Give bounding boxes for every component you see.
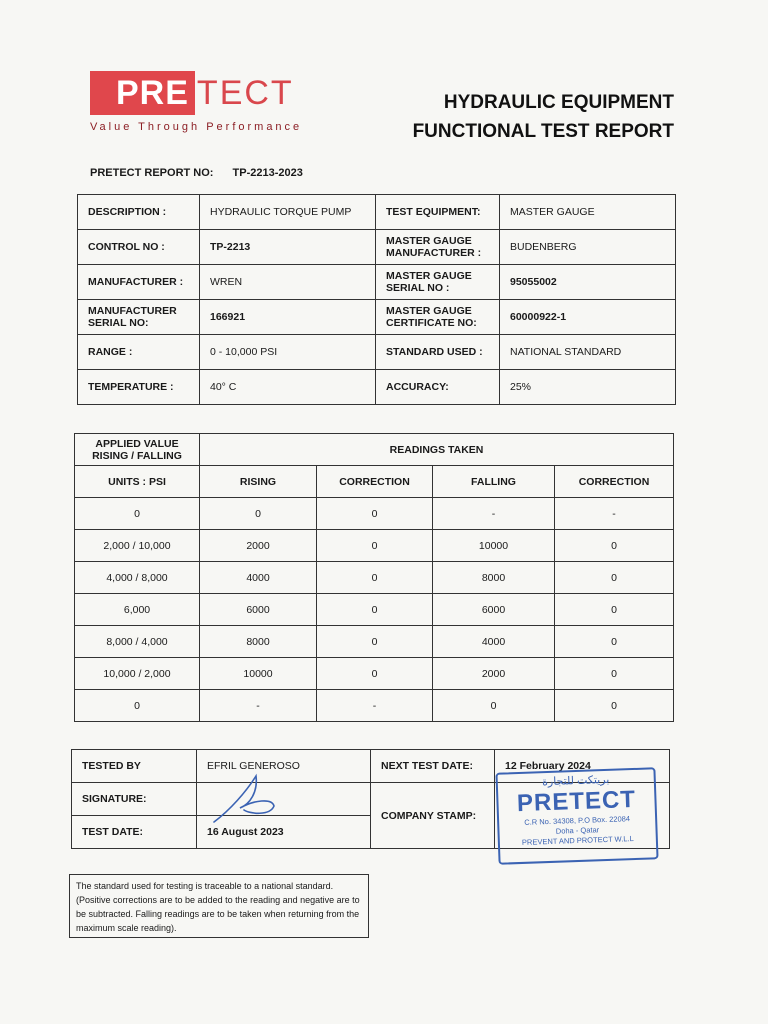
- table-cell: 0: [555, 626, 674, 658]
- control-no-value: TP-2213: [200, 230, 376, 265]
- table-cell: 4,000 / 8,000: [75, 562, 200, 594]
- report-number: [90, 167, 303, 179]
- table-cell: -: [555, 498, 674, 530]
- table-cell: 2,000 / 10,000: [75, 530, 200, 562]
- table-cell: 0: [555, 658, 674, 690]
- table-row: [75, 562, 674, 594]
- manufacturer-label: MANUFACTURER :: [78, 265, 200, 300]
- table-cell: 10,000 / 2,000: [75, 658, 200, 690]
- table-cell: 0: [555, 594, 674, 626]
- master-gauge-certificate-label: MASTER GAUGE CERTIFICATE NO:: [376, 300, 500, 335]
- falling-header: FALLING: [433, 466, 555, 498]
- accuracy-value: 25%: [500, 370, 676, 405]
- manufacturer-value: WREN: [200, 265, 376, 300]
- table-row: [78, 265, 676, 300]
- equipment-info-table: [77, 194, 676, 405]
- table-cell: -: [317, 690, 433, 722]
- manufacturer-serial-value: 166921: [200, 300, 376, 335]
- table-cell: 0: [200, 498, 317, 530]
- master-gauge-serial-label: MASTER GAUGE SERIAL NO :: [376, 265, 500, 300]
- table-cell: 6000: [200, 594, 317, 626]
- table-cell: 0: [317, 530, 433, 562]
- title-line-1: HYDRAULIC EQUIPMENT: [443, 92, 674, 113]
- stamp-motto-line: PREVENT AND PROTECT W.L.L: [521, 834, 634, 847]
- units-header: UNITS : PSI: [75, 466, 200, 498]
- stamp-company-name: PRETECT: [516, 785, 637, 818]
- standard-used-value: NATIONAL STANDARD: [500, 335, 676, 370]
- tested-by-value: EFRIL GENEROSO: [197, 750, 371, 783]
- table-cell: 0: [317, 594, 433, 626]
- table-cell: -: [433, 498, 555, 530]
- next-test-date-label: NEXT TEST DATE:: [371, 750, 495, 783]
- company-stamp: [495, 767, 658, 865]
- table-row: [78, 195, 676, 230]
- range-label: RANGE :: [78, 335, 200, 370]
- table-cell: 0: [555, 562, 674, 594]
- description-label: DESCRIPTION :: [78, 195, 200, 230]
- table-row: [75, 658, 674, 690]
- report-number-label: PRETECT REPORT NO:: [90, 167, 214, 179]
- table-row: [75, 498, 674, 530]
- table-cell: 0: [317, 562, 433, 594]
- table-cell: 8,000 / 4,000: [75, 626, 200, 658]
- signature-label: SIGNATURE:: [72, 783, 197, 816]
- table-cell: 0: [75, 690, 200, 722]
- table-row: [78, 335, 676, 370]
- standard-used-label: STANDARD USED :: [376, 335, 500, 370]
- table-cell: 8000: [433, 562, 555, 594]
- manufacturer-serial-label: MANUFACTURER SERIAL NO:: [78, 300, 200, 335]
- table-cell: 6,000: [75, 594, 200, 626]
- test-date-label: TEST DATE:: [72, 816, 197, 849]
- table-cell: -: [200, 690, 317, 722]
- correction-header: CORRECTION: [317, 466, 433, 498]
- control-no-label: CONTROL NO :: [78, 230, 200, 265]
- table-row: [75, 434, 674, 466]
- table-cell: 4000: [433, 626, 555, 658]
- master-gauge-manufacturer-value: BUDENBERG: [500, 230, 676, 265]
- traceability-note: The standard used for testing is traceable to a national standard. (Positive corrections are to be added to the reading and negative are to be subtracted. Falling readings are to be taken when returning from the maximum scale reading).: [69, 874, 369, 938]
- next-test-date-value: 12 February 2024: [495, 750, 670, 783]
- table-cell: 2000: [433, 658, 555, 690]
- table-cell: 0: [317, 658, 433, 690]
- master-gauge-certificate-value: 60000922-1: [500, 300, 676, 335]
- tested-by-label: TESTED BY: [72, 750, 197, 783]
- report-number-value: TP-2213-2023: [232, 167, 303, 179]
- table-row: [75, 594, 674, 626]
- range-value: 0 - 10,000 PSI: [200, 335, 376, 370]
- table-cell: 0: [75, 498, 200, 530]
- table-row: [75, 690, 674, 722]
- table-cell: 8000: [200, 626, 317, 658]
- readings-taken-header: READINGS TAKEN: [200, 434, 674, 466]
- test-equipment-label: TEST EQUIPMENT:: [376, 195, 500, 230]
- rising-header: RISING: [200, 466, 317, 498]
- table-row: [78, 230, 676, 265]
- table-cell: 0: [555, 690, 674, 722]
- logo-brand-bold: PRE: [90, 71, 195, 115]
- stamp-city-line: Doha - Qatar: [555, 825, 600, 836]
- handwritten-signature: [210, 770, 290, 826]
- company-stamp-label: COMPANY STAMP:: [371, 783, 495, 849]
- pretect-logo: [90, 71, 302, 133]
- title-line-2: FUNCTIONAL TEST REPORT: [412, 121, 674, 142]
- readings-table: [74, 433, 674, 722]
- accuracy-label: ACCURACY:: [376, 370, 500, 405]
- table-cell: 0: [433, 690, 555, 722]
- table-cell: 10000: [433, 530, 555, 562]
- table-cell: 6000: [433, 594, 555, 626]
- temperature-label: TEMPERATURE :: [78, 370, 200, 405]
- correction-header: CORRECTION: [555, 466, 674, 498]
- stamp-cr-line: C.R No. 34308, P.O Box. 22084: [524, 814, 631, 827]
- applied-value-header: APPLIED VALUE RISING / FALLING: [75, 434, 200, 466]
- temperature-value: 40° C: [200, 370, 376, 405]
- table-cell: 0: [317, 498, 433, 530]
- report-title: [413, 88, 674, 146]
- test-equipment-value: MASTER GAUGE: [500, 195, 676, 230]
- table-cell: 0: [317, 626, 433, 658]
- table-row: [75, 626, 674, 658]
- table-cell: 4000: [200, 562, 317, 594]
- master-gauge-serial-value: 95055002: [500, 265, 676, 300]
- stamp-arabic-text: بريتكت للتجارة: [541, 773, 610, 789]
- table-row: [78, 370, 676, 405]
- description-value: HYDRAULIC TORQUE PUMP: [200, 195, 376, 230]
- table-row: [78, 300, 676, 335]
- test-date-value: 16 August 2023: [197, 816, 371, 849]
- table-cell: 10000: [200, 658, 317, 690]
- master-gauge-manufacturer-label: MASTER GAUGE MANUFACTURER :: [376, 230, 500, 265]
- table-row: [75, 530, 674, 562]
- logo-tagline: Value Through Performance: [90, 121, 303, 133]
- logo-brand-thin: TECT: [196, 74, 294, 112]
- table-cell: 0: [555, 530, 674, 562]
- table-cell: 2000: [200, 530, 317, 562]
- table-row: [75, 466, 674, 498]
